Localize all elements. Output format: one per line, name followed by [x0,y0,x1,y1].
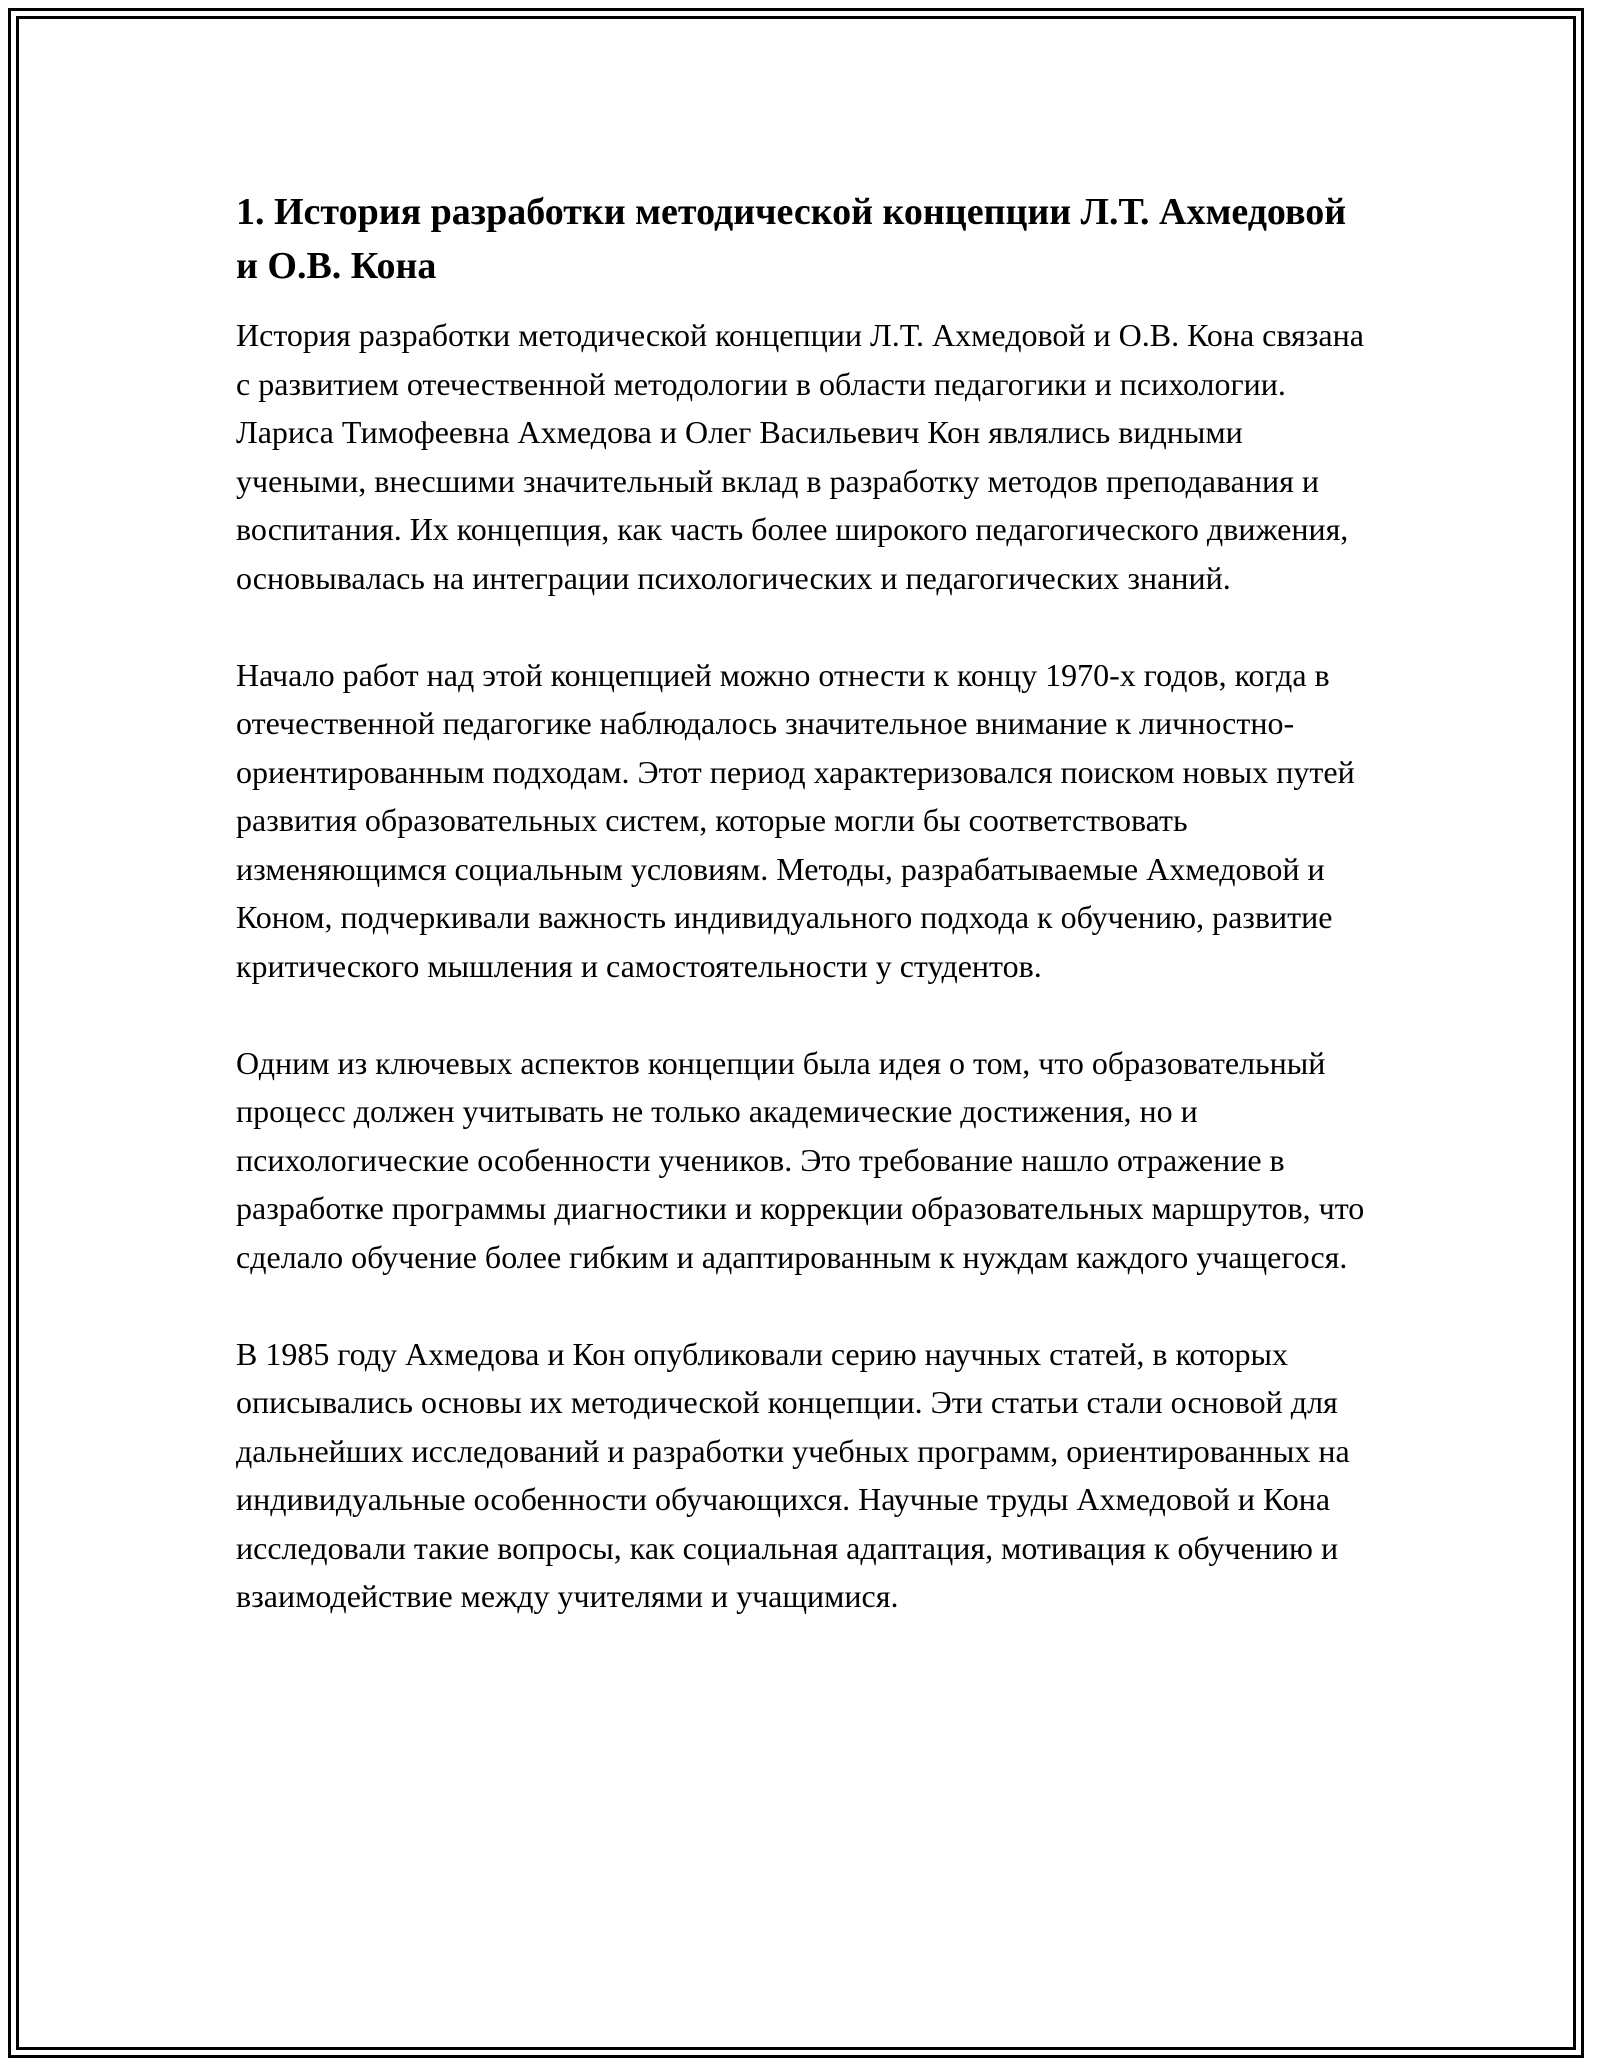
document-body [236,185,1376,1669]
paragraph-3: Одним из ключевых аспектов концепции была идея о том, что образовательный процесс должен учитывать не только академические достижения, но и психологические особенности учеников. Это требование нашло отражение в разработке программы диагностики и коррекции образовательных маршрутов, что сделало обучение более гибким и адаптированным к нуждам каждого учащегося. [236,1044,1365,1275]
paragraph-2: Начало работ над этой концепцией можно отнести к концу 1970-х годов, когда в отечественной педагогике наблюдалось значительное внимание к личностно-ориентированным подходам. Этот период характеризовался поиском новых путей развития образовательных систем, которые могли бы соответствовать изменяющимся социальным условиям. Методы, разрабатываемые Ахмедовой и Коном, подчеркивали важность индивидуального подхода к обучению, развитие критического мышления и самостоятельности у студентов. [236,656,1355,984]
paragraph-1: История разработки методической концепции Л.Т. Ахмедовой и О.В. Кона связана с развитием отечественной методологии в области педагогики и психологии. Лариса Тимофеевна Ахмедова и Олег Васильевич Кон являлись видными учеными, внесшими значительный вклад в разработку методов преподавания и воспитания. Их концепция, как часть более широкого педагогического движения, основывалась на интеграции психологических и педагогических знаний. [236,317,1364,596]
section-heading: 1. История разработки методической концепции Л.Т. Ахмедовой и О.В. Кона [236,191,1347,287]
paragraph-4: В 1985 году Ахмедова и Кон опубликовали серию научных статей, в которых описывались основы их методической концепции. Эти статьи стали основой для дальнейших исследований и разработки учебных программ, ориентированных на индивидуальные особенности обучающихся. Научные труды Ахмедовой и Кона исследовали такие вопросы, как социальная адаптация, мотивация к обучению и взаимодействие между учителями и учащимися. [236,1335,1350,1614]
